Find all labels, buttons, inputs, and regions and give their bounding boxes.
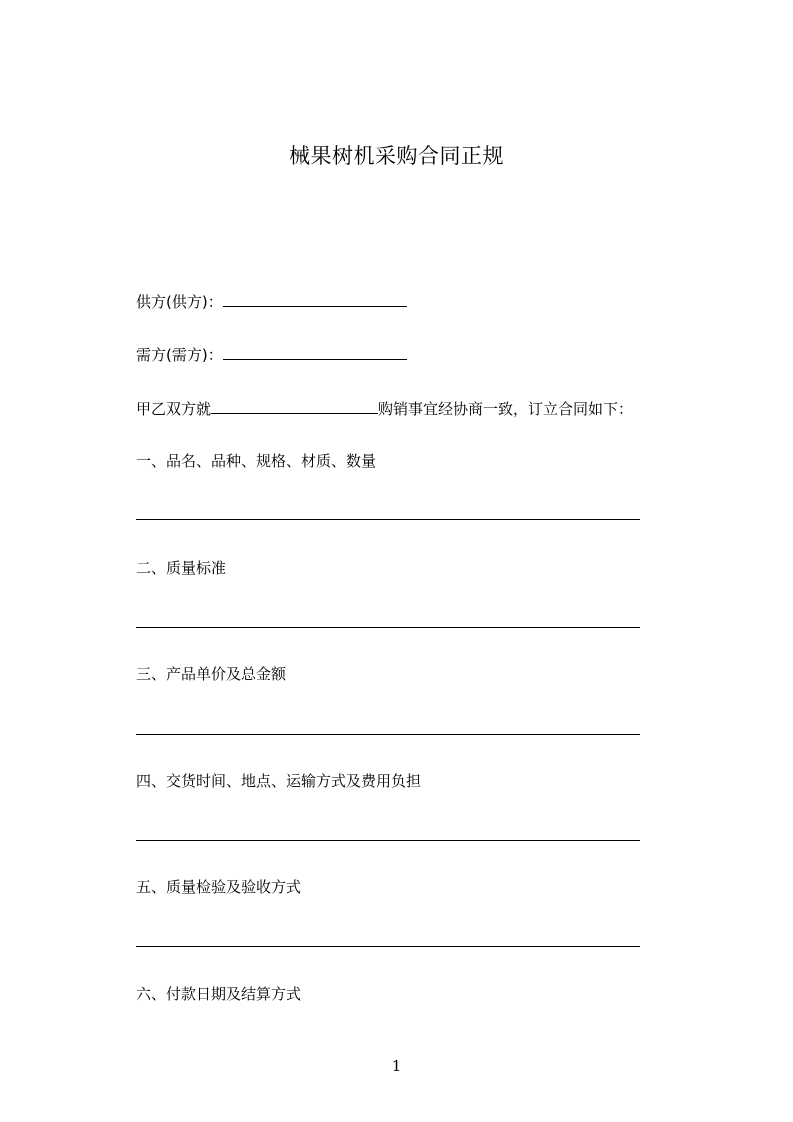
section-fill-line[interactable] — [136, 734, 640, 735]
section-fill-line[interactable] — [136, 840, 640, 841]
supplier-label: 供方(供方)： — [136, 293, 223, 311]
intro-suffix: 购销事宜经协商一致，订立合同如下： — [378, 400, 634, 418]
section-heading: 二、质量标准 — [136, 559, 227, 577]
section-heading: 五、质量检验及验收方式 — [136, 878, 302, 896]
section-fill-line[interactable] — [136, 627, 640, 628]
section-heading: 六、付款日期及结算方式 — [136, 985, 302, 1003]
section-heading: 三、产品单价及总金额 — [136, 665, 287, 683]
goods-blank[interactable] — [211, 397, 378, 414]
section-heading: 四、交货时间、地点、运输方式及费用负担 — [136, 772, 422, 790]
intro-prefix: 甲乙双方就 — [136, 400, 212, 418]
supplier-line — [136, 290, 407, 312]
page-number: 1 — [391, 1057, 402, 1075]
buyer-label: 需方(需方)： — [136, 346, 223, 364]
section-heading: 一、品名、品种、规格、材质、数量 — [136, 452, 377, 470]
supplier-blank[interactable] — [223, 290, 407, 307]
section-fill-line[interactable] — [136, 519, 640, 520]
section-fill-line[interactable] — [136, 946, 640, 947]
buyer-line — [136, 343, 407, 365]
intro-line — [136, 397, 633, 419]
document-title: 械果树机采购合同正规 — [289, 144, 504, 168]
buyer-blank[interactable] — [223, 343, 407, 360]
